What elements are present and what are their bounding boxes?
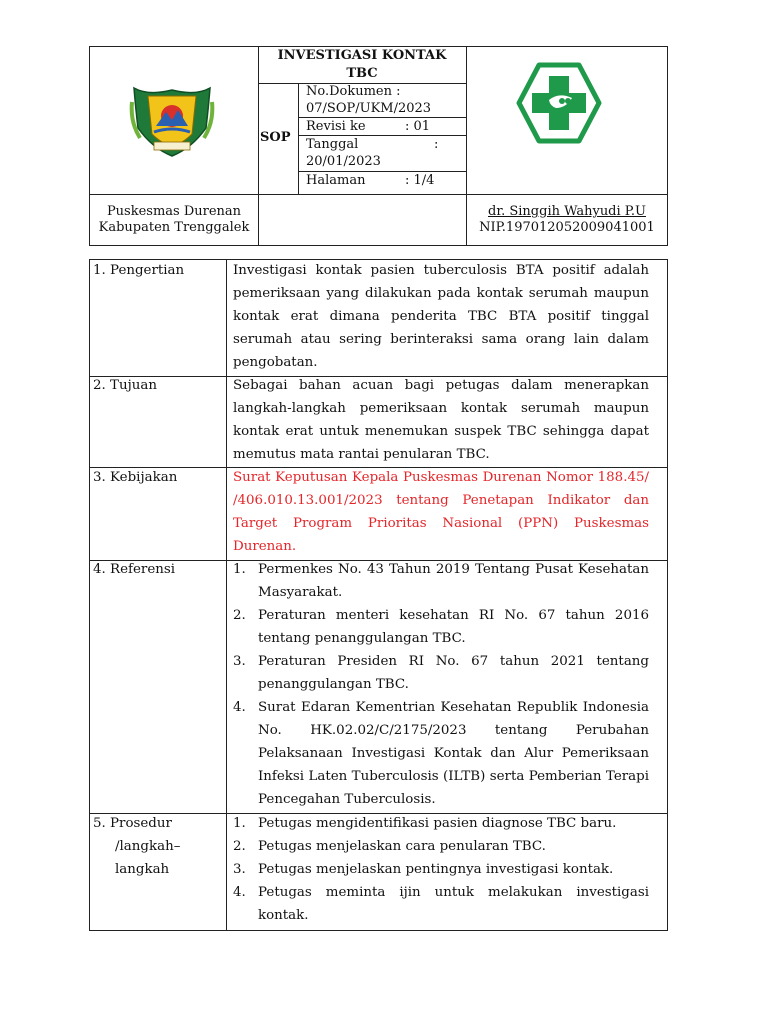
revisi-label: Revisi ke xyxy=(306,119,366,134)
no-dokumen-label: No.Dokumen : xyxy=(306,84,401,99)
puskesmas-logo xyxy=(516,62,602,144)
pengertian-label: 1. Pengertian xyxy=(93,263,185,278)
no-dokumen-value: 07/SOP/UKM/2023 xyxy=(306,101,432,116)
regency-logo xyxy=(128,82,216,158)
tanggal-value: 20/01/2023 xyxy=(306,154,381,169)
prosedur-label-1: 5. Prosedur xyxy=(93,816,172,831)
tujuan-text: Sebagai bahan acuan bagi petugas dalam menerapkan langkah-langkah pemeriksaan kontak serumah maupun kontak erat untuk menemukan suspek TBC sehingga dapat memutus mata rantai penularan TBC. xyxy=(233,378,649,462)
document-title: INVESTIGASI KONTAK TBC xyxy=(277,48,447,81)
referensi-list xyxy=(233,558,649,811)
referensi-label: 4. Referensi xyxy=(93,562,176,577)
prosedur-list xyxy=(233,812,649,927)
prosedur-label-2: /langkah– xyxy=(115,839,181,854)
halaman-value: : 1/4 xyxy=(405,173,435,188)
sop-label: SOP xyxy=(260,130,291,145)
kebijakan-text: Surat Keputusan Kepala Puskesmas Durenan Nomor 188.45/ /406.010.13.001/2023 tentang Penetapan Indikator dan Target Program Prioritas Nasional (PPN) Puskesmas Durenan. xyxy=(233,470,679,554)
list-item: 1. Permenkes No. 43 Tahun 2019 Tentang Pusat Kesehatan Masyarakat. xyxy=(233,562,649,600)
list-item: 2. Peraturan menteri kesehatan RI No. 67 tahun 2016 tentang penanggulangan TBC. xyxy=(233,608,649,646)
kebijakan-label: 3. Kebijakan xyxy=(93,470,178,485)
tujuan-label: 2. Tujuan xyxy=(93,378,157,393)
halaman-label: Halaman xyxy=(306,173,366,188)
tanggal-label: Tanggal xyxy=(306,137,359,152)
list-item: 4. Petugas meminta ijin untuk melakukan investigasi kontak. xyxy=(233,885,649,923)
signatory-name: dr. Singgih Wahyudi P.U xyxy=(488,204,646,219)
pengertian-text: Investigasi kontak pasien tuberculosis BTA positif adalah pemeriksaan yang dilakukan pada kontak serumah maupun kontak erat dimana penderita TBC BTA positif tinggal serumah atau sering berinteraksi sama orang lain dalam pengobatan. xyxy=(233,263,649,370)
list-item: 2. Petugas menjelaskan cara penularan TBC. xyxy=(233,839,546,854)
list-item: 3. Peraturan Presiden RI No. 67 tahun 2021 tentang penanggulangan TBC. xyxy=(233,654,649,692)
list-item: 4. Surat Edaran Kementrian Kesehatan Republik Indonesia No. HK.02.02/C/2175/2023 tentang Perubahan Pelaksanaan Investigasi Kontak dan Alur Pemeriksaan Infeksi Laten Tuberculosis (ILTB) serta Pemberian Terapi Pencegahan Tuberculosis. xyxy=(233,700,649,807)
revisi-value: : 01 xyxy=(405,119,431,134)
signatory-nip: NIP.197012052009041001 xyxy=(479,220,655,235)
list-item: 3. Petugas menjelaskan pentingnya investigasi kontak. xyxy=(233,862,614,877)
prosedur-label-3: langkah xyxy=(115,862,170,877)
list-item: 1. Petugas mengidentifikasi pasien diagnose TBC baru. xyxy=(233,816,617,831)
tanggal-colon: : xyxy=(434,137,439,152)
org-regency: Kabupaten Trenggalek xyxy=(98,220,250,235)
org-name: Puskesmas Durenan xyxy=(106,204,242,219)
